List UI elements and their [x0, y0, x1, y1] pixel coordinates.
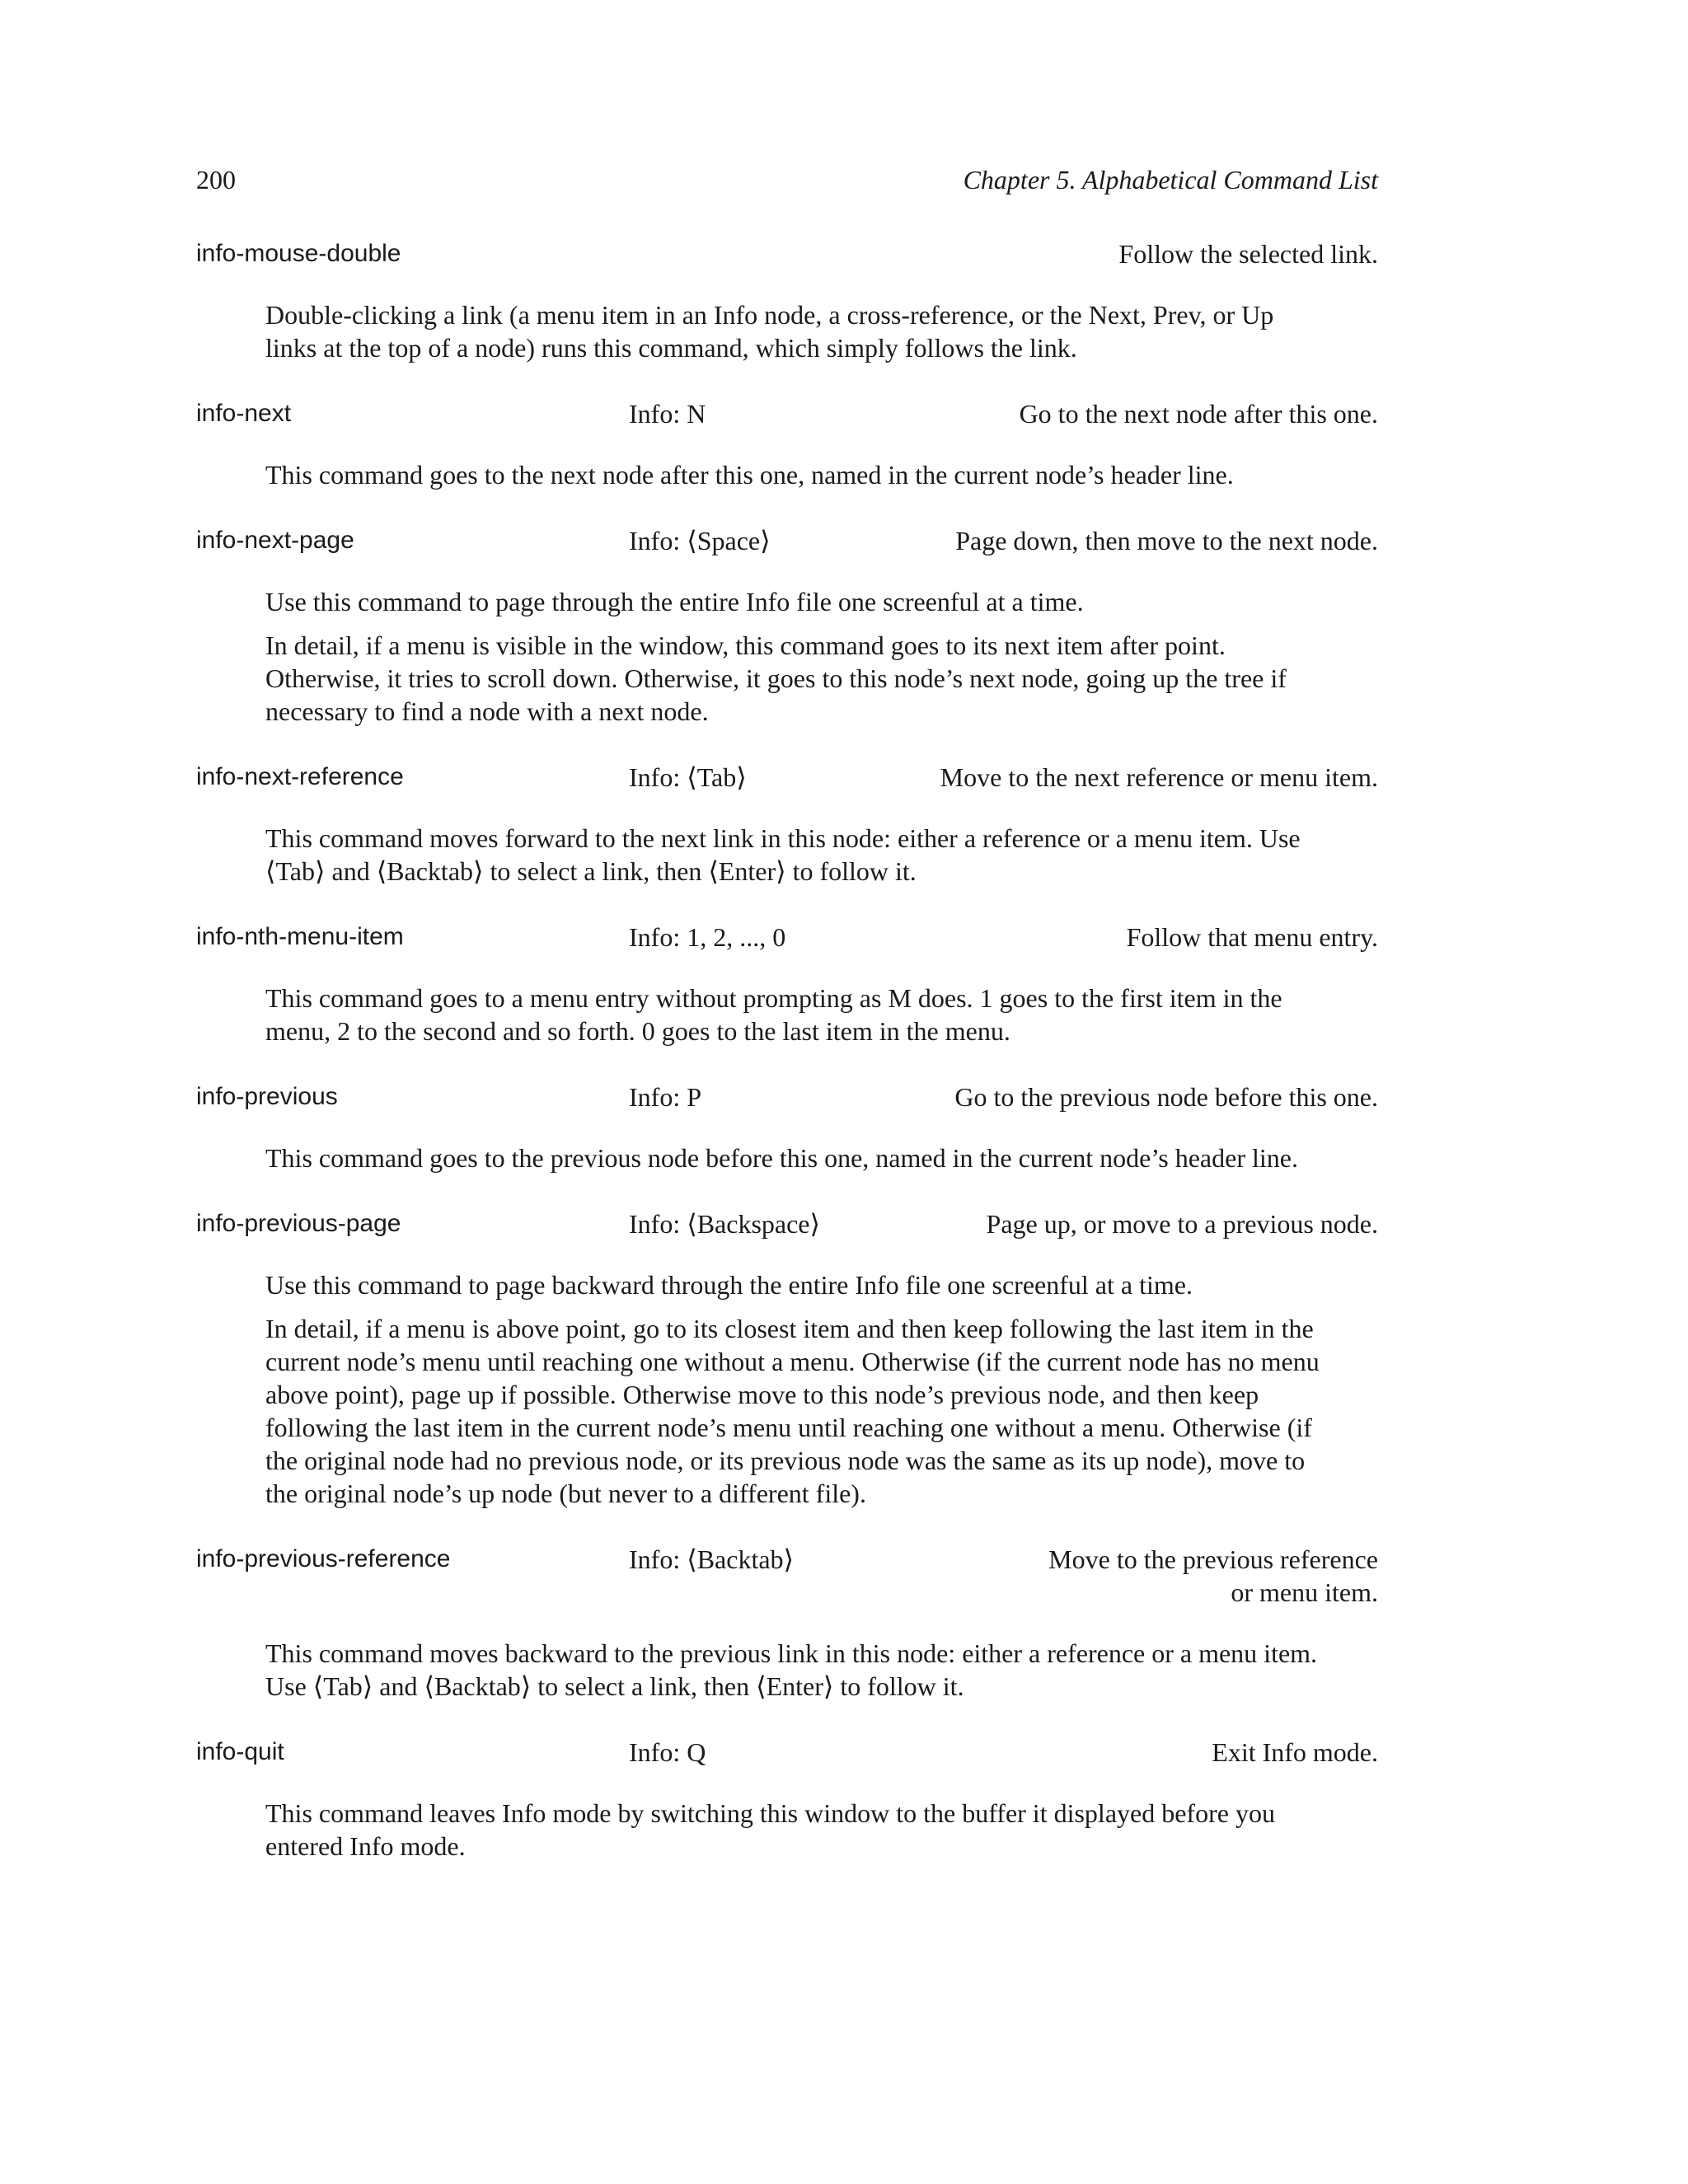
key-binding: Info: N — [629, 399, 706, 429]
command-name: info-previous-reference — [196, 1545, 451, 1572]
entry-heading — [196, 237, 1378, 270]
description-paragraph: Use this command to page through the entire Info file one screenful at a time. — [265, 587, 1084, 616]
command-summary: Move to the next reference or menu item. — [940, 762, 1378, 792]
command-summary: Exit Info mode. — [1212, 1737, 1378, 1767]
key-binding: Info: ⟨Backtab⟩ — [629, 1544, 795, 1574]
command-summary: Go to the previous node before this one. — [954, 1082, 1378, 1112]
description-paragraph: This command goes to a menu entry without prompting as M does. 1 goes to the first item in the menu, 2 to the second and so forth. 0 goes to the last item in the menu. — [265, 983, 1282, 1046]
key-binding: Info: ⟨Tab⟩ — [629, 762, 747, 792]
entry-heading — [196, 397, 1378, 430]
command-name: info-previous-page — [196, 1210, 401, 1237]
entry-heading — [196, 1207, 1378, 1240]
command-name: info-nth-menu-item — [196, 923, 404, 950]
command-description — [265, 585, 1329, 728]
command-summary: Page down, then move to the next node. — [955, 526, 1378, 555]
entry-heading — [196, 524, 1378, 557]
command-entry — [196, 1543, 1378, 1703]
running-head — [196, 165, 1378, 214]
command-entry — [196, 397, 1378, 491]
entry-heading — [196, 761, 1378, 794]
description-paragraph: This command leaves Info mode by switching this window to the buffer it displayed before you entered Info mode. — [265, 1798, 1275, 1861]
entry-heading — [196, 1543, 1378, 1609]
command-summary: Follow the selected link. — [1118, 239, 1378, 269]
description-paragraph: This command goes to the previous node before this one, named in the current node’s header line. — [265, 1143, 1298, 1173]
command-summary: Move to the previous reference or menu item. — [1048, 1544, 1378, 1607]
command-entry — [196, 1736, 1378, 1863]
document-page — [196, 165, 1378, 1896]
command-summary: Follow that menu entry. — [1126, 922, 1378, 952]
command-entry — [196, 1080, 1378, 1174]
description-paragraph: This command moves forward to the next link in this node: either a reference or a menu item. Use ⟨Tab⟩ and ⟨Backtab⟩ to select a link, then ⟨Enter⟩ to follow it. — [265, 823, 1301, 886]
description-paragraph: In detail, if a menu is visible in the window, this command goes to its next item after point. Otherwise, it tries to scroll down. Otherwise, it goes to this node’s next node, going up the tree if necessary to find a node with a next node. — [265, 630, 1287, 726]
key-binding: Info: 1, 2, ..., 0 — [629, 922, 786, 952]
command-description — [265, 822, 1329, 888]
page-number: 200 — [196, 165, 236, 194]
command-entry — [196, 1207, 1378, 1510]
entry-heading — [196, 1080, 1378, 1113]
command-entry — [196, 921, 1378, 1047]
entry-heading — [196, 921, 1378, 954]
command-description — [265, 982, 1329, 1047]
command-name: info-quit — [196, 1738, 284, 1765]
description-paragraph: Double-clicking a link (a menu item in an Info node, a cross-reference, or the Next, Prev, or Up links at the top of a node) runs this command, which simply follows the link. — [265, 300, 1274, 363]
command-entry — [196, 761, 1378, 888]
command-entry — [196, 524, 1378, 728]
description-paragraph: In detail, if a menu is above point, go to its closest item and then keep following the last item in the current node’s menu until reaching one without a menu. Otherwise (if the current node has no menu above point), page up if possible. Otherwise move to this node’s previous node, and then keep following the last item in the current node’s menu until reaching one without a menu. Otherwise (if the original node had no previous node, or its previous node was the same as its up node), move to the original node’s up node (but never to a different file). — [265, 1314, 1320, 1508]
description-paragraph: This command moves backward to the previous link in this node: either a reference or a menu item. Use ⟨Tab⟩ and ⟨Backtab⟩ to select a link, then ⟨Enter⟩ to follow it. — [265, 1638, 1318, 1701]
command-description — [265, 1268, 1329, 1510]
key-binding: Info: ⟨Space⟩ — [629, 526, 771, 555]
command-name: info-previous — [196, 1083, 338, 1110]
command-description — [265, 1797, 1329, 1863]
command-description — [265, 1141, 1329, 1174]
description-paragraph: Use this command to page backward through the entire Info file one screenful at a time. — [265, 1270, 1193, 1300]
command-description — [265, 458, 1329, 491]
command-name: info-next-page — [196, 527, 354, 554]
command-summary: Go to the next node after this one. — [1019, 399, 1378, 429]
command-name: info-mouse-double — [196, 240, 401, 267]
key-binding: Info: Q — [629, 1737, 706, 1767]
key-binding: Info: ⟨Backspace⟩ — [629, 1209, 820, 1239]
chapter-title: Chapter 5. Alphabetical Command List — [963, 165, 1378, 194]
command-name: info-next-reference — [196, 763, 404, 790]
command-entry — [196, 237, 1378, 364]
key-binding: Info: P — [629, 1082, 701, 1112]
command-name: info-next — [196, 400, 292, 427]
entry-heading — [196, 1736, 1378, 1769]
description-paragraph: This command goes to the next node after this one, named in the current node’s header line. — [265, 460, 1234, 490]
command-summary: Page up, or move to a previous node. — [986, 1209, 1378, 1239]
command-description — [265, 1637, 1329, 1703]
command-description — [265, 298, 1329, 364]
